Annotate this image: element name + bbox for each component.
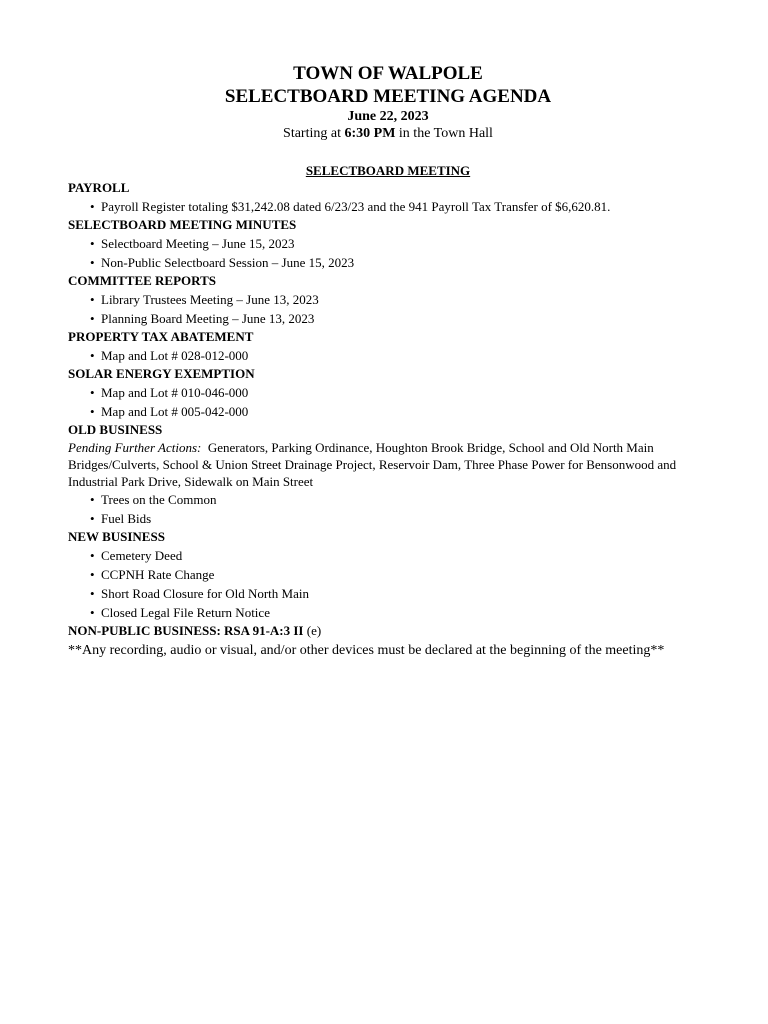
list-item-text: Trees on the Common — [101, 492, 217, 507]
meeting-date: June 22, 2023 — [347, 109, 429, 124]
section-heading: SOLAR ENERGY EXEMPTION — [68, 366, 255, 381]
bullet-icon: • — [90, 492, 95, 507]
list-item — [68, 290, 708, 309]
section-heading: NEW BUSINESS — [68, 529, 165, 544]
pending-actions-label: Pending Further Actions: — [68, 440, 202, 455]
list-item-text: Library Trustees Meeting – June 13, 2023 — [101, 292, 319, 307]
section-heading: SELECTBOARD MEETING MINUTES — [68, 217, 297, 232]
bullet-icon: • — [90, 586, 95, 601]
list-item — [68, 603, 708, 622]
nonpublic-suffix: (e) — [306, 623, 322, 638]
agenda-page — [68, 62, 708, 660]
section-minutes — [68, 216, 708, 272]
section-new-business — [68, 528, 708, 622]
section-heading: PROPERTY TAX ABATEMENT — [68, 329, 254, 344]
list-item-text: Non-Public Selectboard Session – June 15, 2023 — [101, 255, 355, 270]
list-item-text: Closed Legal File Return Notice — [101, 605, 270, 620]
list-item — [68, 253, 708, 272]
list-item — [68, 197, 708, 216]
section-heading: OLD BUSINESS — [68, 422, 163, 437]
list-item — [68, 584, 708, 603]
list-item — [68, 546, 708, 565]
list-item-text: Selectboard Meeting – June 15, 2023 — [101, 236, 295, 251]
bullet-icon: • — [90, 255, 95, 270]
town-name: TOWN OF WALPOLE — [293, 63, 483, 84]
list-item-text: Map and Lot # 005-042-000 — [101, 404, 249, 419]
start-prefix: Starting at — [283, 126, 341, 141]
bullet-icon: • — [90, 385, 95, 400]
section-heading: PAYROLL — [68, 180, 130, 195]
list-item-text: Short Road Closure for Old North Main — [101, 586, 309, 601]
section-payroll — [68, 179, 708, 216]
list-item-text: Map and Lot # 010-046-000 — [101, 385, 249, 400]
list-item-text: Planning Board Meeting – June 13, 2023 — [101, 311, 315, 326]
pending-actions-note — [68, 439, 708, 490]
section-title: SELECTBOARD MEETING — [305, 163, 471, 178]
list-item-text: Map and Lot # 028-012-000 — [101, 348, 249, 363]
bullet-icon: • — [90, 236, 95, 251]
list-item-text: Cemetery Deed — [101, 548, 183, 563]
bullet-icon: • — [90, 292, 95, 307]
list-item-text: CCPNH Rate Change — [101, 567, 215, 582]
section-committee-reports — [68, 272, 708, 328]
pending-actions-text: Generators, Parking Ordinance, Houghton Brook Bridge, School and Old North Main Bridges/Culverts, School & Union Street Drainage Project, Reservoir Dam, Three Phase Power for Bensonwood and Industrial Park Drive, Sidewalk on Main Street — [68, 440, 677, 489]
list-item — [68, 509, 708, 528]
list-item — [68, 234, 708, 253]
list-item — [68, 346, 708, 365]
start-time: 6:30 PM — [344, 126, 396, 141]
section-heading: COMMITTEE REPORTS — [68, 273, 216, 288]
start-suffix: in the Town Hall — [398, 126, 493, 141]
list-item — [68, 490, 708, 509]
bullet-icon: • — [90, 348, 95, 363]
list-item — [68, 383, 708, 402]
bullet-icon: • — [90, 548, 95, 563]
bullet-icon: • — [90, 311, 95, 326]
list-item — [68, 309, 708, 328]
agenda-title: SELECTBOARD MEETING AGENDA — [224, 86, 552, 107]
bullet-icon: • — [90, 511, 95, 526]
recording-notice: **Any recording, audio or visual, and/or other devices must be declared at the beginning of the meeting** — [68, 643, 665, 658]
section-old-business — [68, 421, 708, 528]
bullet-icon: • — [90, 404, 95, 419]
bullet-icon: • — [90, 199, 95, 214]
nonpublic-label: NON-PUBLIC BUSINESS: RSA 91-A:3 II — [68, 623, 304, 638]
list-item-text: Fuel Bids — [101, 511, 152, 526]
list-item — [68, 565, 708, 584]
bullet-icon: • — [90, 567, 95, 582]
nonpublic-business — [68, 622, 708, 640]
section-solar-energy-exemption — [68, 365, 708, 421]
start-line — [68, 125, 708, 143]
section-property-tax-abatement — [68, 328, 708, 365]
list-item-text: Payroll Register totaling $31,242.08 dated 6/23/23 and the 941 Payroll Tax Transfer of $6,620.81. — [101, 199, 611, 214]
list-item — [68, 402, 708, 421]
bullet-icon: • — [90, 605, 95, 620]
